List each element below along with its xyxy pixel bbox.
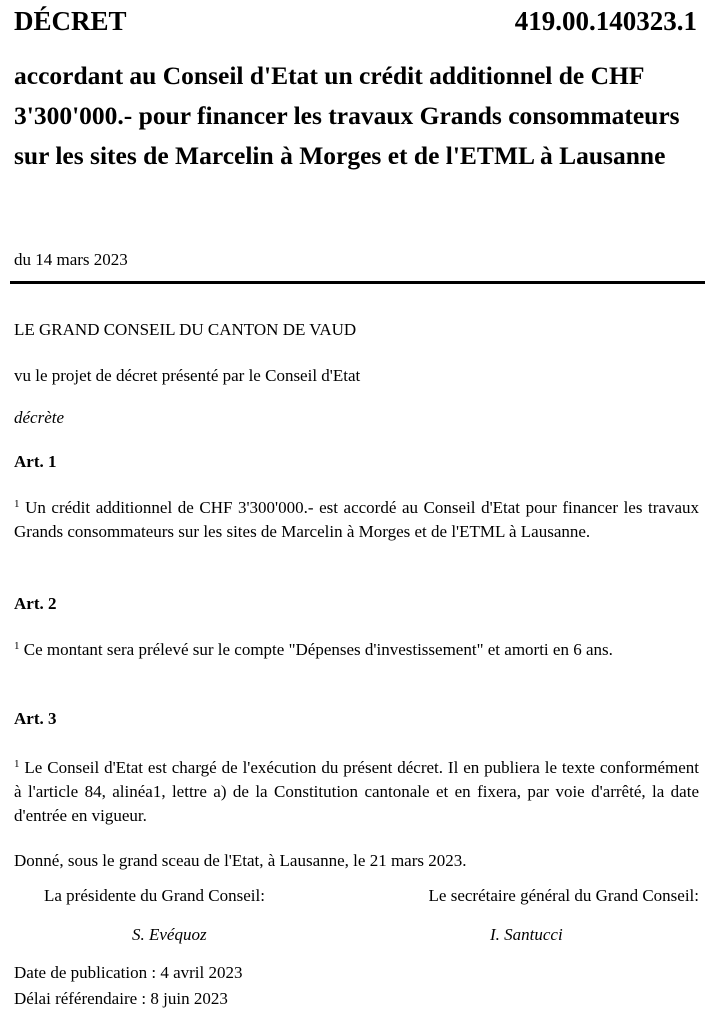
authority-line: LE GRAND CONSEIL DU CANTON DE VAUD <box>14 320 357 339</box>
right-signatory-name: I. Santucci <box>490 925 563 944</box>
article-3-text: Le Conseil d'Etat est chargé de l'exécution du présent décret. Il en publiera le texte conformément à l'article 84, alinéa1, lettre a) de la Constitution cantonale et en fixera, par voie d'arrêté, la date d'entrée en vigueur. <box>14 758 699 825</box>
article-1-heading: Art. 1 <box>14 452 57 471</box>
left-signatory-role: La présidente du Grand Conseil: <box>44 886 265 905</box>
signature-names <box>14 925 699 949</box>
signature-roles <box>14 886 699 910</box>
article-3-paragraph <box>14 756 699 828</box>
referendum-deadline: Délai référendaire : 8 juin 2023 <box>14 989 228 1008</box>
article-1-text: Un crédit additionnel de CHF 3'300'000.- est accordé au Conseil d'Etat pour financer les travaux Grands consommateurs sur les sites de Marcelin à Morges et de l'ETML à Lausanne. <box>14 498 699 541</box>
article-2-text: Ce montant sera prélevé sur le compte "Dépenses d'investissement" et amorti en 6 ans. <box>23 640 613 659</box>
article-2-heading: Art. 2 <box>14 594 57 613</box>
paragraph-number: 1 <box>14 640 20 652</box>
doc-number: 419.00.140323.1 <box>514 6 697 36</box>
vu-line: vu le projet de décret présenté par le Conseil d'Etat <box>14 366 361 385</box>
right-signatory-role: Le secrétaire général du Grand Conseil: <box>428 886 699 905</box>
decree-date: du 14 mars 2023 <box>14 250 128 269</box>
closing-line: Donné, sous le grand sceau de l'Etat, à Lausanne, le 21 mars 2023. <box>14 851 467 870</box>
doc-type: DÉCRET <box>14 6 127 36</box>
paragraph-number: 1 <box>14 498 20 510</box>
article-1-paragraph <box>14 496 699 544</box>
publication-date: Date de publication : 4 avril 2023 <box>14 963 243 982</box>
decree-title: accordant au Conseil d'Etat un crédit additionnel de CHF 3'300'000.- pour financer les travaux Grands consommateurs sur les sites de Marcelin à Morges et de l'ETML à Lausanne <box>14 61 680 170</box>
article-2-paragraph <box>14 638 699 662</box>
header-row <box>14 6 697 40</box>
article-3-heading: Art. 3 <box>14 709 57 728</box>
left-signatory-name: S. Evéquoz <box>132 925 207 944</box>
paragraph-number: 1 <box>14 758 20 770</box>
header-rule <box>10 281 705 284</box>
decrete-line: décrète <box>14 408 65 427</box>
